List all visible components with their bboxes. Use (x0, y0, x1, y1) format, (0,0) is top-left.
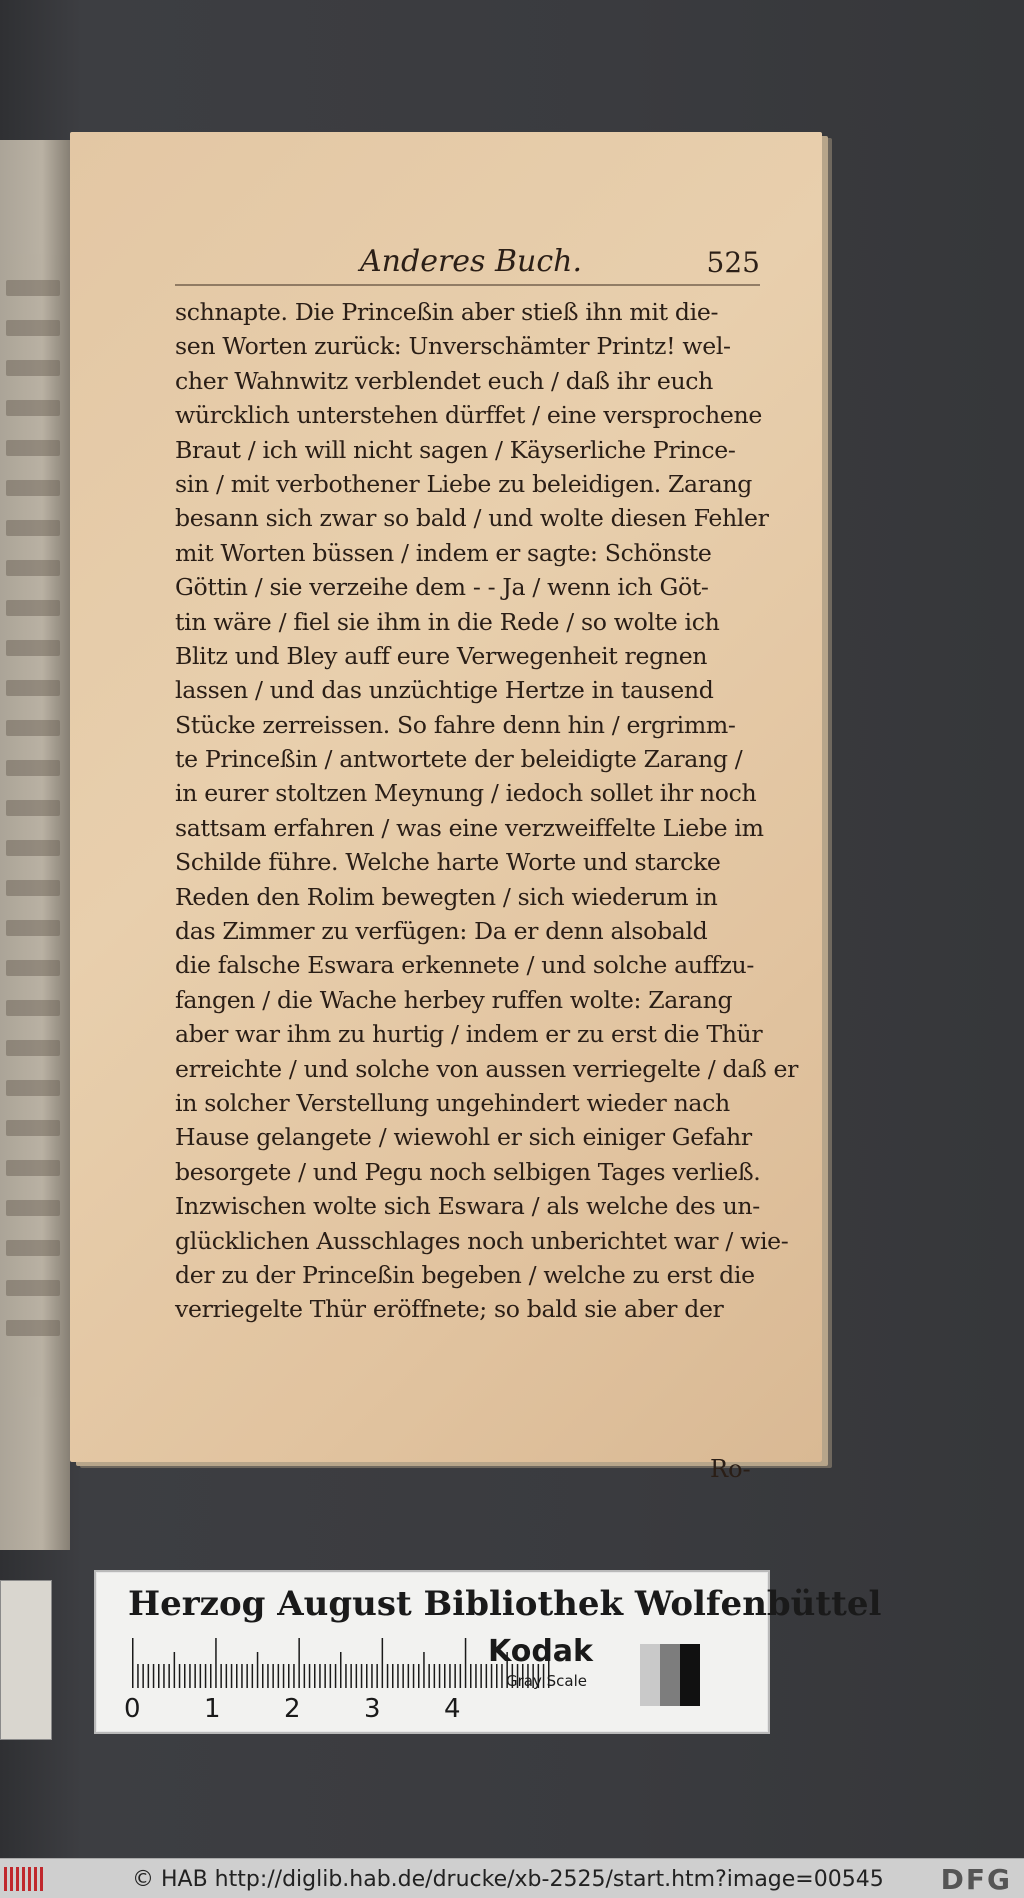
ruler-tick (205, 1664, 207, 1688)
text-line: Schilde führe. Welche harte Worte und starcke (175, 848, 721, 877)
ruler-tick (257, 1652, 259, 1688)
ruler-tick (324, 1664, 326, 1688)
ruler-tick (345, 1664, 347, 1688)
page-number: 525 (706, 246, 760, 279)
text-line: sattsam erfahren / was eine verzweiffelte Liebe im (175, 813, 764, 842)
ruler-tick (304, 1664, 306, 1688)
ruler-tick (371, 1664, 373, 1688)
ruler-tick (262, 1664, 264, 1688)
head-rule (175, 284, 760, 286)
gray-swatches (640, 1644, 700, 1706)
ruler-tick (402, 1664, 404, 1688)
ruler-tick (153, 1664, 155, 1688)
ruler-tick (283, 1664, 285, 1688)
ruler-tick (142, 1664, 144, 1688)
ruler-tick (423, 1652, 425, 1688)
ruler-tick (298, 1638, 300, 1688)
ruler-tick (470, 1664, 472, 1688)
dfg-logo: DFG (940, 1863, 1012, 1896)
ruler-tick (382, 1638, 384, 1688)
ruler-tick (330, 1664, 332, 1688)
text-line: fangen / die Wache herbey ruffen wolte: Zarang (175, 985, 733, 1014)
scale-label: 1 (204, 1694, 221, 1724)
ruler-tick (189, 1664, 191, 1688)
ruler-tick (179, 1664, 181, 1688)
ruler-tick (376, 1664, 378, 1688)
ruler-tick (397, 1664, 399, 1688)
ruler-tick (252, 1664, 254, 1688)
text-line: cher Wahnwitz verblendet euch / daß ihr euch (175, 366, 714, 395)
adjacent-page-edge (0, 140, 70, 1550)
ruler-tick (309, 1664, 311, 1688)
text-line: erreichte / und solche von aussen verriegelte / daß er (175, 1054, 799, 1083)
ruler-tick (267, 1664, 269, 1688)
ruler-tick (288, 1664, 290, 1688)
ruler-tick (194, 1664, 196, 1688)
text-line: Inzwischen wolte sich Eswara / als welche des un- (175, 1192, 760, 1221)
ruler-tick (361, 1664, 363, 1688)
ruler-tick (428, 1664, 430, 1688)
text-line: schnapte. Die Princeßin aber stieß ihn mit die- (175, 298, 719, 326)
text-line: Reden den Rolim bewegten / sich wiederum in (175, 882, 718, 911)
ruler-tick (236, 1664, 238, 1688)
ruler-tick (200, 1664, 202, 1688)
barcode-icon (4, 1867, 46, 1891)
scale-label: 2 (284, 1694, 301, 1724)
color-calibration-card (94, 1570, 882, 1734)
ruler-tick (174, 1652, 176, 1688)
gray-scale-label: Gray Scale (506, 1672, 587, 1690)
ruler-tick (408, 1664, 410, 1688)
text-line: sen Worten zurück: Unverschämter Printz! wel- (175, 332, 731, 361)
ruler-tick (137, 1664, 139, 1688)
text-line: in eurer stoltzen Meynung / iedoch sollet ihr noch (175, 779, 757, 808)
ruler-tick (272, 1664, 274, 1688)
adjacent-color-card-edge (0, 1580, 52, 1740)
ruler-tick (158, 1664, 160, 1688)
ruler-tick (366, 1664, 368, 1688)
swatch-light (640, 1644, 660, 1706)
institution-name: Herzog August Bibliothek Wolfenbüttel (128, 1584, 882, 1624)
ruler-tick (132, 1638, 134, 1688)
ruler-tick (350, 1664, 352, 1688)
scale-label: 0 (124, 1694, 141, 1724)
ruler-tick (314, 1664, 316, 1688)
viewer-footer (0, 1858, 1024, 1898)
running-head (175, 240, 760, 288)
text-line: sin / mit verbothener Liebe zu beleidigen. Zarang (175, 469, 753, 498)
kodak-logo: Kodak (488, 1634, 593, 1669)
text-line: besann sich zwar so bald / und wolte diesen Fehler (175, 504, 769, 533)
ruler-tick (475, 1664, 477, 1688)
text-line: Göttin / sie verzeihe dem - - Ja / wenn ich Göt- (175, 573, 709, 602)
text-line: te Princeßin / antwortete der beleidigte Zarang / (175, 745, 743, 774)
ruler-tick (340, 1652, 342, 1688)
ruler-tick (439, 1664, 441, 1688)
running-title: Anderes Buch. (360, 244, 582, 279)
ruler-tick (444, 1664, 446, 1688)
ruler-tick (356, 1664, 358, 1688)
text-line: in solcher Verstellung ungehindert wieder nach (175, 1088, 730, 1117)
ruler-tick (335, 1664, 337, 1688)
ruler-tick (449, 1664, 451, 1688)
ruler-tick (210, 1664, 212, 1688)
ruler-tick (293, 1664, 295, 1688)
text-line: die falsche Eswara erkennete / und solche auffzu- (175, 951, 755, 980)
ruler-tick (392, 1664, 394, 1688)
ruler-tick (486, 1664, 488, 1688)
text-line: das Zimmer zu verfügen: Da er denn alsobald (175, 917, 708, 946)
ruler-tick (241, 1664, 243, 1688)
ruler-tick (434, 1664, 436, 1688)
text-line: mit Worten büssen / indem er sagte: Schönste (175, 538, 712, 567)
text-line: Braut / ich will nicht sagen / Käyserliche Prince- (175, 435, 736, 464)
text-line: Hause gelangete / wiewohl er sich einiger Gefahr (175, 1123, 752, 1152)
ruler-tick (418, 1664, 420, 1688)
ruler-tick (278, 1664, 280, 1688)
ruler-tick (184, 1664, 186, 1688)
swatch-mid (660, 1644, 680, 1706)
ruler-tick (148, 1664, 150, 1688)
ruler-tick (168, 1664, 170, 1688)
text-line: lassen / und das unzüchtige Hertze in tausend (175, 676, 714, 705)
text-line: aber war ihm zu hurtig / indem er zu erst die Thür (175, 1020, 763, 1049)
ruler-tick (454, 1664, 456, 1688)
scale-label: 4 (444, 1694, 461, 1724)
ruler-tick (246, 1664, 248, 1688)
text-line: der zu der Princeßin begeben / welche zu erst die (175, 1260, 755, 1289)
ruler-tick (387, 1664, 389, 1688)
text-line: besorgete / und Pegu noch selbigen Tages verließ. (175, 1157, 761, 1186)
ruler-tick (319, 1664, 321, 1688)
page-text (175, 295, 799, 1327)
ruler-tick (465, 1638, 467, 1688)
ruler-tick (220, 1664, 222, 1688)
text-line: würcklich unterstehen dürffet / eine versprochene (175, 401, 762, 430)
scale-label: 3 (364, 1694, 381, 1724)
ruler-tick (226, 1664, 228, 1688)
text-line: Blitz und Bley auff eure Verwegenheit regnen (175, 641, 708, 670)
book-page (70, 132, 822, 1483)
swatch-dark (680, 1644, 700, 1706)
ruler-tick (231, 1664, 233, 1688)
ruler-tick (460, 1664, 462, 1688)
catchword: Ro- (710, 1455, 751, 1483)
ruler-tick (163, 1664, 165, 1688)
text-line: glücklichen Ausschlages noch unberichtet war / wie- (175, 1226, 789, 1255)
ruler-tick (413, 1664, 415, 1688)
text-line: tin wäre / fiel sie ihm in die Rede / so wolte ich (175, 607, 720, 636)
text-line: verriegelte Thür eröffnete; so bald sie aber der (175, 1295, 724, 1324)
source-link[interactable]: © HAB http://diglib.hab.de/drucke/xb-2525/start.htm?image=00545 (132, 1867, 884, 1892)
text-line: Stücke zerreissen. So fahre denn hin / ergrimm- (175, 710, 736, 739)
ruler-tick (215, 1638, 217, 1688)
ruler-tick (480, 1664, 482, 1688)
